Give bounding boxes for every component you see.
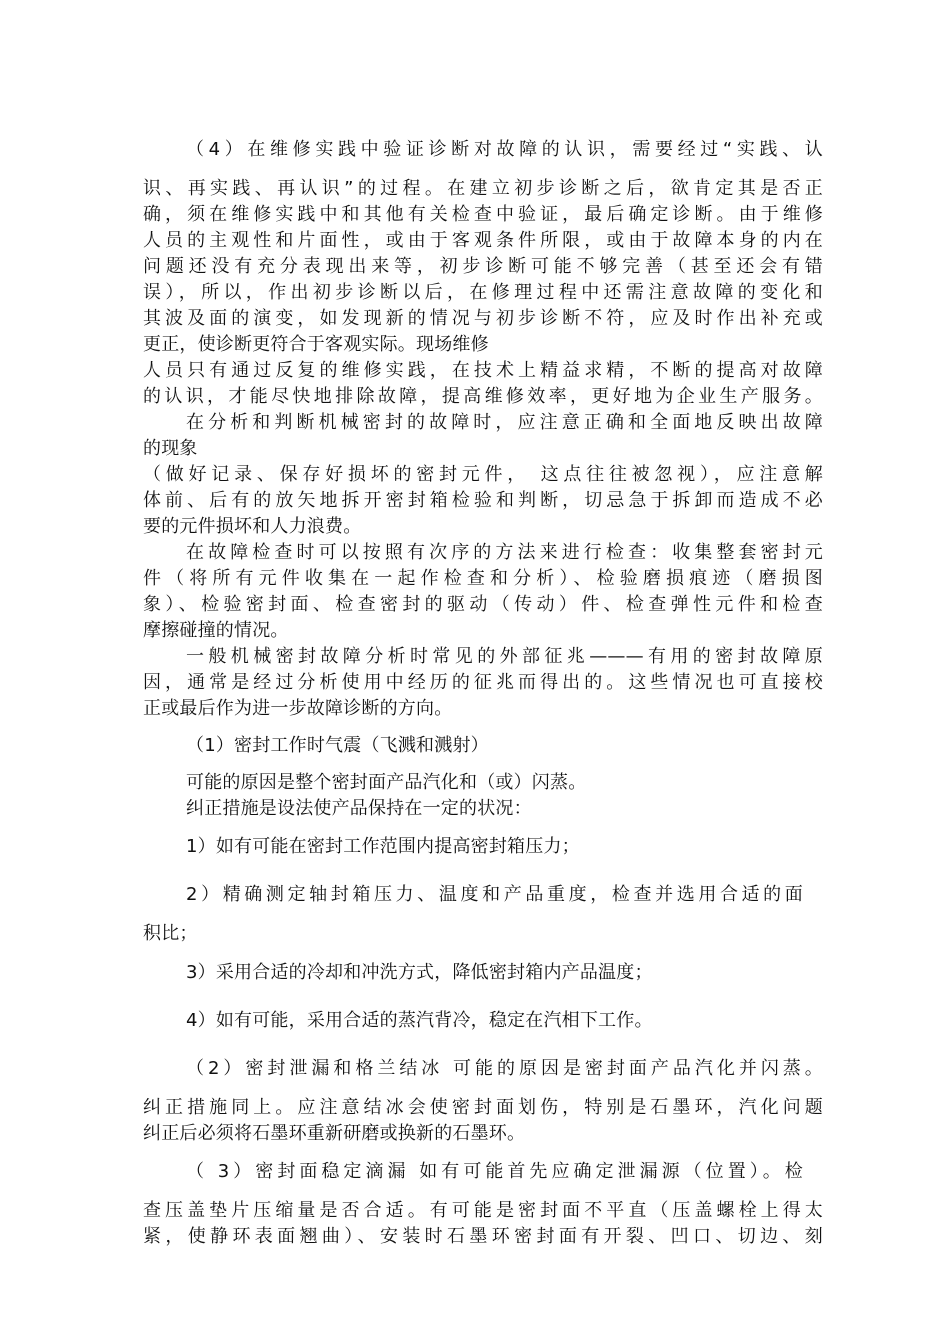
text-line: 的现象 xyxy=(143,438,198,459)
text-line: 紧，使静环表面翘曲）、安装时石墨环密封面有开裂、凹口、切边、刻 xyxy=(143,1226,823,1247)
text-line: 其波及面的演变，如发现新的情况与初步诊断不符，应及时作出补充或 xyxy=(143,308,823,329)
list-item: 3）采用合适的冷却和冲洗方式，降低密封箱内产品温度； xyxy=(186,962,653,983)
text-line: 件（将所有元件收集在一起作检查和分析）、检验磨损痕迹（磨损图 xyxy=(143,568,823,589)
list-item: 4）如有可能，采用合适的蒸汽背冷，稳定在汽相下工作。 xyxy=(186,1010,653,1031)
section-heading: （2）密封泄漏和格兰结冰 可能的原因是密封面产品汽化并闪蒸。 xyxy=(186,1058,823,1079)
text-line: 的认识，才能尽快地排除故障，提高维修效率，更好地为企业生产服务。 xyxy=(143,386,823,407)
text-line: 体前、后有的放矢地拆开密封箱检验和判断，切忌急于拆卸而造成不必 xyxy=(143,490,823,511)
text-line: 人员的主观性和片面性，或由于客观条件所限，或由于故障本身的内在 xyxy=(143,230,823,251)
section-heading: （ 3）密封面稳定滴漏 如有可能首先应确定泄漏源（位置）。检 xyxy=(186,1161,803,1182)
text-line: 积比； xyxy=(143,923,198,944)
text-line: （4）在维修实践中验证诊断对故障的认识，需要经过“实践、认 xyxy=(186,139,823,160)
text-line: 在分析和判断机械密封的故障时，应注意正确和全面地反映出故障 xyxy=(186,412,823,433)
text-line: 要的元件损坏和人力浪费。 xyxy=(143,516,362,537)
text-line: 更正，使诊断更符合于客观实际。现场维修 xyxy=(143,334,489,355)
section-heading: （1）密封工作时气震（飞溅和溅射） xyxy=(186,735,489,756)
text-line: 人员只有通过反复的维修实践，在技术上精益求精，不断的提高对故障 xyxy=(143,360,823,381)
text-line: 可能的原因是整个密封面产品汽化和（或）闪蒸。 xyxy=(186,772,587,793)
text-line: 正或最后作为进一步故障诊断的方向。 xyxy=(143,698,453,719)
text-line: 纠正措施是设法使产品保持在一定的状况： xyxy=(186,798,532,819)
text-line: 纠正后必须将石墨环重新研磨或换新的石墨环。 xyxy=(143,1123,526,1144)
text-line: 查压盖垫片压缩量是否合适。有可能是密封面不平直（压盖螺栓上得太 xyxy=(143,1200,823,1221)
text-line: 象）、检验密封面、检查密封的驱动（传动）件、检查弹性元件和检查 xyxy=(143,594,823,615)
list-item: 1）如有可能在密封工作范围内提高密封箱压力； xyxy=(186,836,580,857)
text-line: 纠正措施同上。应注意结冰会使密封面划伤，特别是石墨环，汽化问题 xyxy=(143,1097,823,1118)
text-line: 因，通常是经过分析使用中经历的征兆而得出的。这些情况也可直接校 xyxy=(143,672,823,693)
list-item: 2）精确测定轴封箱压力、温度和产品重度，检查并选用合适的面 xyxy=(186,884,803,905)
text-line: 确，须在维修实践中和其他有关检查中验证，最后确定诊断。由于维修 xyxy=(143,204,823,225)
text-line: 误），所以，作出初步诊断以后，在修理过程中还需注意故障的变化和 xyxy=(143,282,823,303)
text-line: 识、再实践、再认识”的过程。在建立初步诊断之后，欲肯定其是否正 xyxy=(143,178,823,199)
text-line: 一般机械密封故障分析时常见的外部征兆———有用的密封故障原 xyxy=(186,646,823,667)
text-line: 在故障检查时可以按照有次序的方法来进行检查：收集整套密封元 xyxy=(186,542,823,563)
text-line: 问题还没有充分表现出来等，初步诊断可能不够完善（甚至还会有错 xyxy=(143,256,823,277)
text-line: 摩擦碰撞的情况。 xyxy=(143,620,289,641)
text-line: （做好记录、保存好损坏的密封元件， 这点往往被忽视），应注意解 xyxy=(143,464,823,485)
